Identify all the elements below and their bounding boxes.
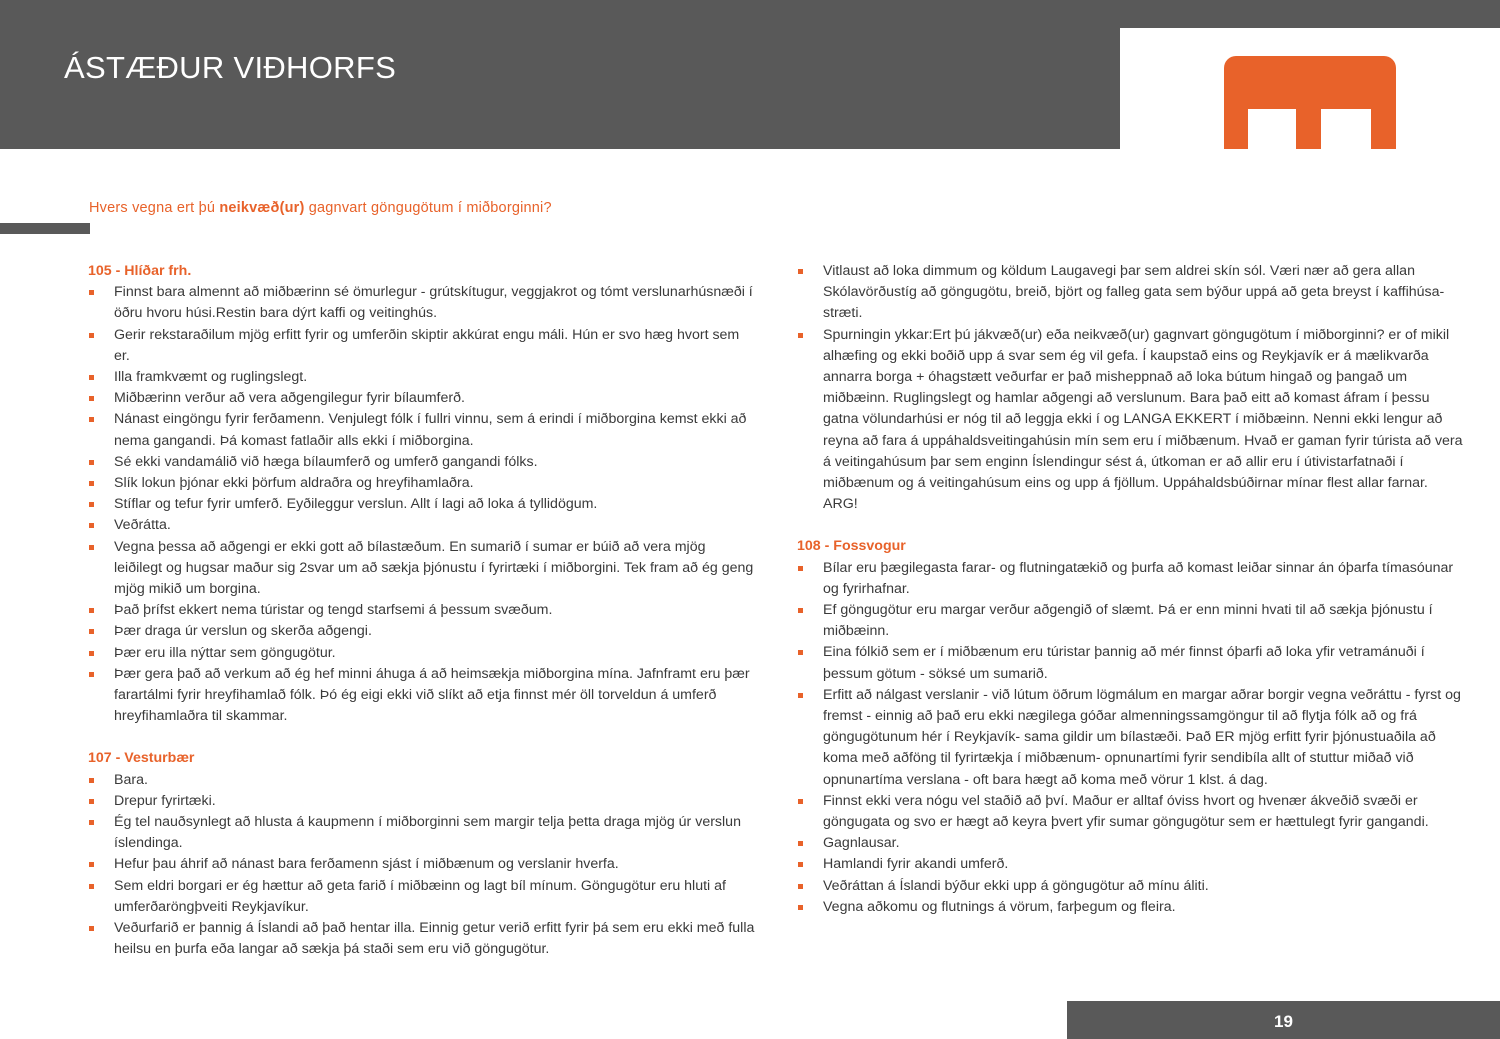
list-item: Þær draga úr verslun og skerða aðgengi. <box>88 621 756 642</box>
list-item: Hefur þau áhrif að nánast bara ferðamenn sjást í miðbænum og verslanir hverfa. <box>88 854 756 875</box>
list-item: Veðráttan á Íslandi býður ekki upp á göngugötur að mínu áliti. <box>797 876 1465 897</box>
survey-question: Hvers vegna ert þú neikvæð(ur) gagnvart göngugötum í miðborginni? <box>89 200 552 216</box>
list-item: Erfitt að nálgast verslanir - við lútum öðrum lögmálum en margar aðrar borgir vegna veðráttu - fyrst og fremst - einnig að það eru ekki nægilega góðar almenningssamgöngur til að flytja fólk að og frá göngugötunum hér í Reykjavík- sama gildir um bílastæði. Það ER mjög erfitt fyrir þjónustuaðila að koma með aðföng til fyrirtækja í miðbænum- opnunartími fyrir sendibíla allt of stuttur miðað við opnunartíma verslana - oft bara hægt að koma með vörur 1 klst. á dag. <box>797 685 1465 791</box>
list-item: Eina fólkið sem er í miðbænum eru túristar þannig að mér finnst óþarfi að loka yfir vetramánuði í þessum götum - söksé um sumarið. <box>797 642 1465 684</box>
list-item: Vitlaust að loka dimmum og köldum Laugavegi þar sem aldrei skín sól. Væri nær að gera allan Skólavörðustíg að göngugötu, breið, björt og falleg gata sem býður uppá að geta breyst í kaffihúsa-stræti. <box>797 261 1465 325</box>
list-item: Það þrífst ekkert nema túristar og tengd starfsemi á þessum svæðum. <box>88 600 756 621</box>
page-number: 19 <box>1274 1012 1293 1031</box>
logo-panel <box>1120 28 1500 149</box>
list-item: Ég tel nauðsynlegt að hlusta á kaupmenn í miðborginni sem margir telja þetta draga mjög úr verslun íslendinga. <box>88 812 756 854</box>
page-title: ÁSTÆÐUR VIÐHORFS <box>64 50 397 85</box>
section-heading: 108 - Fossvogur <box>797 538 906 555</box>
response-list <box>797 558 1465 918</box>
list-item: Sé ekki vandamálið við hæga bílaumferð og umferð gangandi fólks. <box>88 452 756 473</box>
right-column <box>797 261 1465 918</box>
left-column <box>88 261 756 961</box>
list-item: Miðbærinn verður að vera aðgengilegur fyrir bílaumferð. <box>88 388 756 409</box>
list-item: Spurningin ykkar:Ert þú jákvæð(ur) eða neikvæð(ur) gagnvart göngugötum í miðborginni? er of mikil alhæfing og ekki boðið upp á svar sem ég vil gefa. Í kaupstað eins og Reykjavík er á mælikvarða annarra borga + óhagstætt veðurfar er það misheppnað að loka bútum hingað og þangað um miðbæinn. Ruglingslegt og hamlar aðgengi að verslunum. Bara það eitt að komast áfram í þessu gatna völundarhúsi er nóg til að leggja ekki í og LANGA EKKERT í miðbæinn. Nenni ekki lengur að reyna að fara á uppáhaldsveitingahúsin mín sem eru í miðbænum. Hvað er gaman fyrir túrista að vera á veitingahúsum þar sem enginn Íslendingur sést á, útkoman er að allir eru í útivistarfatnaði í miðbænum og á veitingahúsum eins og upp á fjöllum. Uppáhaldsbúðirnar mínar flest allar farnar. ARG! <box>797 325 1465 516</box>
list-item: Nánast eingöngu fyrir ferðamenn. Venjulegt fólk í fullri vinnu, sem á erindi í miðborgina kemst ekki að nema gangandi. Þá komast fatlaðir alls ekki í miðborgina. <box>88 409 756 451</box>
list-item: Gerir rekstaraðilum mjög erfitt fyrir og umferðin skiptir akkúrat engu máli. Hún er svo hæg hvort sem er. <box>88 325 756 367</box>
list-item: Illa framkvæmt og ruglingslegt. <box>88 367 756 388</box>
list-item: Finnst bara almennt að miðbærinn sé ömurlegur - grútskítugur, veggjakrot og tómt verslunarhúsnæði í öðru hvoru húsi.Restin bara dýrt kaffi og veitinghús. <box>88 282 756 324</box>
list-item: Veðurfarið er þannig á Íslandi að það hentar illa. Einnig getur verið erfitt fyrir þá sem eru ekki með fulla heilsu en þurfa eða langar að sækja þá staði sem eru við göngugötur. <box>88 918 756 960</box>
list-item: Sem eldri borgari er ég hættur að geta farið í miðbæinn og lagt bíl mínum. Göngugötur eru hluti af umferðaröngþveiti Reykjavíkur. <box>88 876 756 918</box>
list-item: Þær gera það að verkum að ég hef minni áhuga á að heimsækja miðborgina mína. Jafnframt eru þær farartálmi fyrir hreyfihamlað fólk. Þó ég eigi ekki við slíkt að etja finnst mér öll torveldun á umferð hreyfihamlaðra til skammar. <box>88 664 756 728</box>
response-list <box>88 770 756 961</box>
list-item: Bara. <box>88 770 756 791</box>
list-item: Vegna þessa að aðgengi er ekki gott að bílastæðum. En sumarið í sumar er búið að vera mjög leiðilegt og hugsar maður sig 2svar um að sækja þjónustu í fyrirtæki í miðborgini. Tek fram að ég geng mjög mikið um borgina. <box>88 537 756 601</box>
list-item: Þær eru illa nýttar sem göngugötur. <box>88 643 756 664</box>
brand-logo-icon <box>1224 56 1396 149</box>
list-item: Gagnlausar. <box>797 833 1465 854</box>
list-item: Bílar eru þægilegasta farar- og flutningatækið og þurfa að komast leiðar sinnar án óþarfa tímasóunar og fyrirhafnar. <box>797 558 1465 600</box>
list-item: Finnst ekki vera nógu vel staðið að því. Maður er alltaf óviss hvort og hvenær ákveðið svæði er göngugata og svo er hægt að keyra þvert yfir sumar göngugötur sem er hættulegt fyrir gangandi. <box>797 791 1465 833</box>
list-item: Hamlandi fyrir akandi umferð. <box>797 854 1465 875</box>
response-list <box>797 261 1465 515</box>
footer-bar <box>1067 1001 1500 1039</box>
question-accent-bar <box>0 223 90 234</box>
response-list <box>88 282 756 727</box>
list-item: Stíflar og tefur fyrir umferð. Eyðileggur verslun. Allt í lagi að loka á tyllidögum. <box>88 494 756 515</box>
header-bar <box>0 0 1500 149</box>
section-heading: 105 - Hlíðar frh. <box>88 263 192 279</box>
list-item: Veðrátta. <box>88 515 756 536</box>
list-item: Slík lokun þjónar ekki þörfum aldraðra og hreyfihamlaðra. <box>88 473 756 494</box>
list-item: Vegna aðkomu og flutnings á vörum, farþegum og fleira. <box>797 897 1465 918</box>
list-item: Drepur fyrirtæki. <box>88 791 756 812</box>
question-emphasis: neikvæð(ur) <box>219 200 305 216</box>
section-heading: 107 - Vesturbær <box>88 750 195 767</box>
list-item: Ef göngugötur eru margar verður aðgengið of slæmt. Þá er enn minni hvati til að sækja þjónustu í miðbæinn. <box>797 600 1465 642</box>
